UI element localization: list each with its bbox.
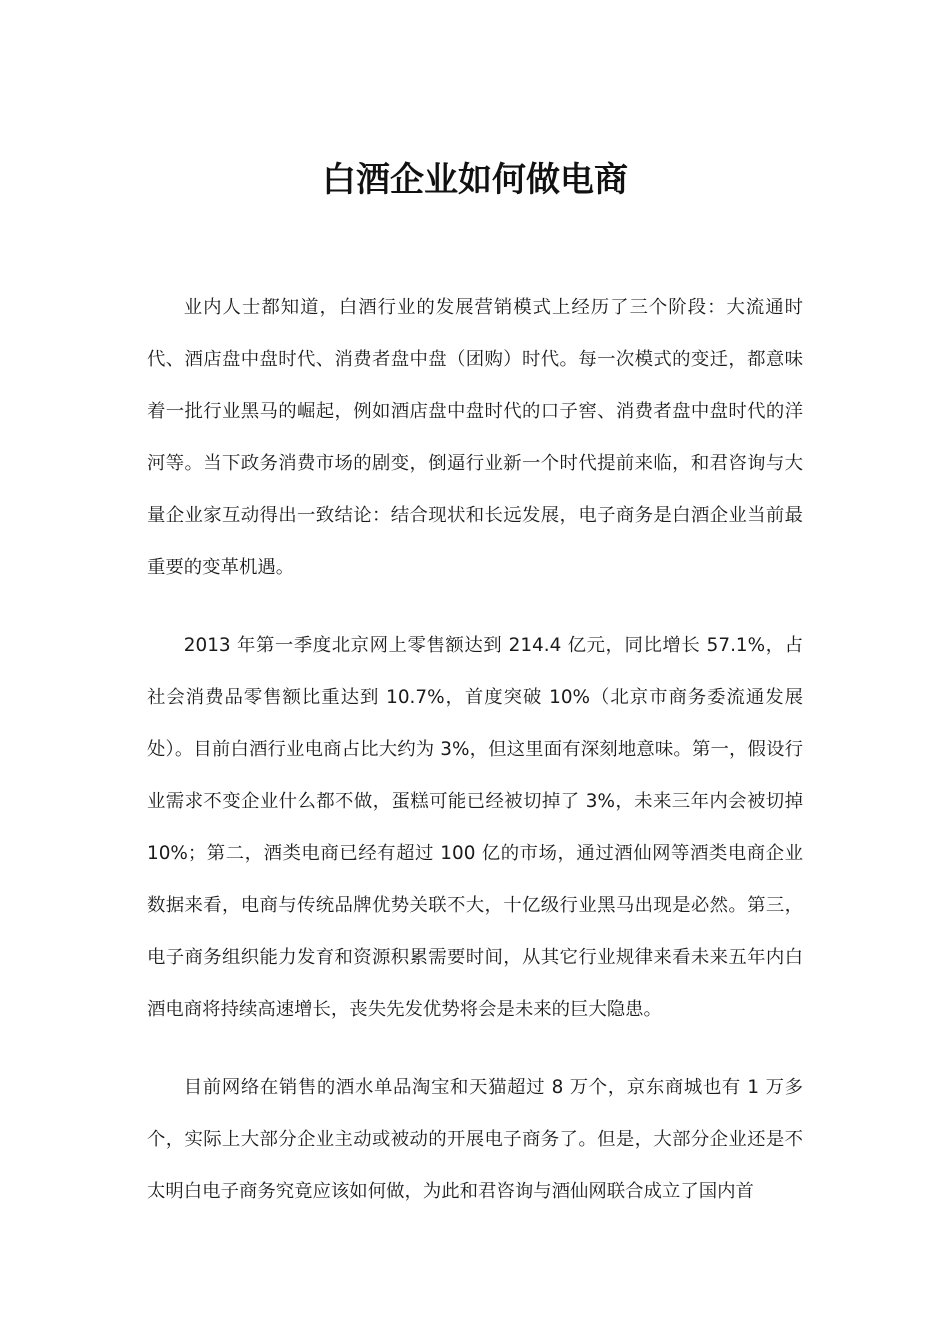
paragraph-1: 业内人士都知道，白酒行业的发展营销模式上经历了三个阶段：大流通时代、酒店盘中盘时代、消费者盘中盘（团购）时代。每一次模式的变迁，都意味着一批行业黑马的崛起，例如酒店盘中盘时代的口子窖、消费者盘中盘时代的洋河等。当下政务消费市场的剧变，倒逼行业新一个时代提前来临，和君咨询与大量企业家互动得出一致结论：结合现状和长远发展，电子商务是白酒企业当前最重要的变革机遇。 [147, 297, 803, 578]
document-title: 白酒企业如何做电商 [322, 160, 628, 200]
paragraph-2: 2013 年第一季度北京网上零售额达到 214.4 亿元，同比增长 57.1%，占社会消费品零售额比重达到 10.7%，首度突破 10%（北京市商务委流通发展处）。目前白酒行业电商占比大约为 3%，但这里面有深刻地意味。第一，假设行业需求不变企业什么都不做，蛋糕可能已经被切掉了 3%，未来三年内会被切掉 10%；第二，酒类电商已经有超过 100 亿的市场，通过酒仙网等酒类电商企业数据来看，电商与传统品牌优势关联不大，十亿级行业黑马出现是必然。第三，电子商务组织能力发育和资源积累需要时间，从其它行业规律来看未来五年内白酒电商将持续高速增长，丧失先发优势将会是未来的巨大隐患。 [147, 635, 803, 1020]
paragraph-3: 目前网络在销售的酒水单品淘宝和天猫超过 8 万个，京东商城也有 1 万多个，实际上大部分企业主动或被动的开展电子商务了。但是，大部分企业还是不太明白电子商务究竟应该如何做，为此和君咨询与酒仙网联合成立了国内首 [147, 1077, 803, 1202]
document-body [147, 282, 803, 1244]
